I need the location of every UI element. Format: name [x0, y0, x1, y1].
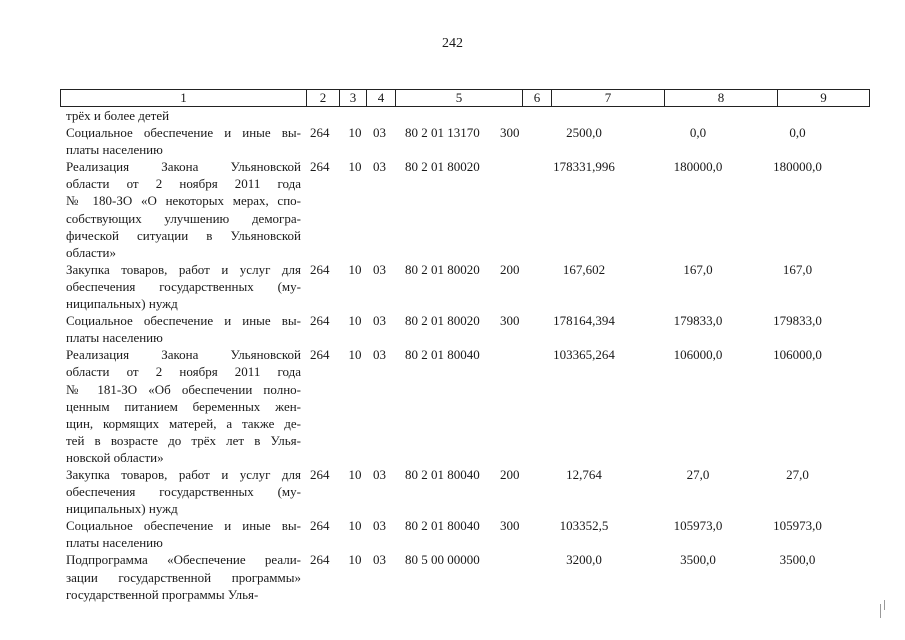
description-line: зации государственной программы»: [66, 569, 301, 585]
cell-col-4: 03: [373, 347, 386, 363]
cell-col-3: 10: [348, 347, 362, 363]
cell-col-3: 10: [348, 261, 362, 277]
description-line: Реализация Закона Ульяновской: [66, 347, 301, 363]
cell-col-3: 10: [348, 518, 362, 534]
table-row: [0, 261, 905, 312]
cell-col-3: 10: [348, 125, 362, 141]
cell-col-8: 27,0: [686, 466, 710, 482]
header-row: [61, 90, 870, 107]
cell-col-5: 80 2 01 80020: [405, 313, 480, 329]
row-description: [66, 312, 301, 346]
row-description: [66, 158, 301, 261]
description-line: фической ситуации в Ульяновской: [66, 227, 301, 243]
header-col-3: 3: [340, 90, 367, 107]
description-line: платы населению: [66, 142, 163, 158]
description-line: № 180-ЗО «О некоторых мерах, спо-: [66, 193, 301, 209]
cell-col-4: 03: [373, 159, 386, 175]
cell-col-8: 179833,0: [673, 313, 723, 329]
table-row: [0, 124, 905, 158]
cell-col-6: 200: [500, 466, 520, 482]
cell-col-9: 180000,0: [773, 159, 822, 175]
description-line: области от 2 ноября 2011 года: [66, 364, 301, 380]
row-description: [66, 551, 301, 602]
description-line: государственной программы Улья-: [66, 586, 259, 602]
cell-col-2: 264: [310, 552, 330, 568]
header-col-6: 6: [523, 90, 552, 107]
cell-col-7: 103352,5: [559, 518, 609, 534]
cell-col-2: 264: [310, 261, 330, 277]
description-line: Реализация Закона Ульяновской: [66, 159, 301, 175]
cell-col-5: 80 2 01 80020: [405, 261, 480, 277]
cell-col-9: 179833,0: [773, 313, 822, 329]
description-line: ниципальных) нужд: [66, 501, 178, 517]
cell-col-5: 80 2 01 80040: [405, 466, 480, 482]
cell-col-5: 80 2 01 80040: [405, 347, 480, 363]
cell-col-5: 80 2 01 80040: [405, 518, 480, 534]
cell-col-2: 264: [310, 125, 330, 141]
description-line: ценным питанием беременных жен-: [66, 398, 301, 414]
cell-col-6: 300: [500, 125, 520, 141]
description-line: области»: [66, 244, 116, 260]
cell-col-5: 80 2 01 80020: [405, 159, 480, 175]
cell-col-8: 3500,0: [680, 552, 716, 568]
cell-col-4: 03: [373, 261, 386, 277]
cell-col-5: 80 5 00 00000: [405, 552, 480, 568]
cell-col-3: 10: [348, 313, 362, 329]
table-row: [0, 551, 905, 602]
cell-col-8: 106000,0: [673, 347, 723, 363]
header-col-9: 9: [778, 90, 870, 107]
description-line: области от 2 ноября 2011 года: [66, 176, 301, 192]
cell-col-8: 180000,0: [673, 159, 723, 175]
header-col-4: 4: [367, 90, 396, 107]
cell-col-5: 80 2 01 13170: [405, 125, 480, 141]
description-line: Закупка товаров, работ и услуг для: [66, 261, 301, 277]
table-row: [0, 346, 905, 466]
cell-col-8: 167,0: [683, 261, 713, 277]
cell-col-4: 03: [373, 466, 386, 482]
description-line: трёх и более детей: [66, 108, 170, 123]
header-col-8: 8: [665, 90, 778, 107]
header-col-2: 2: [307, 90, 340, 107]
table-row: [0, 312, 905, 346]
cell-col-7: 103365,264: [553, 347, 615, 363]
budget-table-body: [0, 107, 905, 603]
table-row: [0, 517, 905, 551]
cell-col-2: 264: [310, 159, 330, 175]
header-col-5: 5: [396, 90, 523, 107]
header-col-1: 1: [61, 90, 307, 107]
cell-col-8: 0,0: [689, 125, 707, 141]
cell-col-3: 10: [348, 466, 362, 482]
cell-col-6: 200: [500, 261, 520, 277]
cell-col-2: 264: [310, 313, 330, 329]
description-line: обеспечения государственных (му-: [66, 484, 301, 500]
description-line: Подпрограмма «Обеспечение реали-: [66, 552, 301, 568]
scan-artifact: [880, 604, 881, 618]
description-line: Социальное обеспечение и иные вы-: [66, 518, 301, 534]
cell-col-7: 178164,394: [553, 313, 615, 329]
cell-col-9: 167,0: [782, 261, 813, 277]
cell-col-9: 105973,0: [773, 518, 822, 534]
description-line: платы населению: [66, 535, 163, 551]
row-description: [66, 517, 301, 551]
description-line: Социальное обеспечение и иные вы-: [66, 125, 301, 141]
row-description: [66, 466, 301, 517]
description-line: Закупка товаров, работ и услуг для: [66, 466, 301, 482]
cell-col-4: 03: [373, 313, 386, 329]
description-line: тей в возрасте до трёх лет в Улья-: [66, 432, 301, 448]
table-row: [0, 107, 905, 124]
column-header-table: [60, 89, 870, 107]
description-line: № 181-ЗО «Об обеспечении полно-: [66, 381, 301, 397]
cell-col-6: 300: [500, 313, 520, 329]
cell-col-9: 106000,0: [773, 347, 822, 363]
description-line: новской области»: [66, 449, 164, 465]
description-line: платы населению: [66, 330, 163, 346]
cell-col-3: 10: [348, 159, 362, 175]
cell-col-7: 2500,0: [566, 125, 602, 141]
cell-col-3: 10: [348, 552, 362, 568]
description-line: щин, кормящих матерей, а также де-: [66, 415, 301, 431]
description-line: собствующих улучшению демогра-: [66, 210, 301, 226]
description-line: обеспечения государственных (му-: [66, 278, 301, 294]
cell-col-8: 105973,0: [673, 518, 723, 534]
cell-col-2: 264: [310, 518, 330, 534]
cell-col-2: 264: [310, 347, 330, 363]
row-description: [66, 124, 301, 158]
cell-col-9: 3500,0: [779, 552, 816, 568]
row-description: [66, 107, 301, 124]
scan-artifact: [884, 600, 885, 610]
row-description: [66, 261, 301, 312]
row-description: [66, 346, 301, 466]
cell-col-4: 03: [373, 518, 386, 534]
cell-col-7: 3200,0: [566, 552, 602, 568]
page-number: 242: [442, 36, 463, 51]
description-line: Социальное обеспечение и иные вы-: [66, 313, 301, 329]
cell-col-4: 03: [373, 125, 386, 141]
cell-col-2: 264: [310, 466, 330, 482]
cell-col-7: 167,602: [562, 261, 606, 277]
cell-col-7: 178331,996: [553, 159, 615, 175]
cell-col-7: 12,764: [566, 466, 602, 482]
cell-col-9: 27,0: [786, 466, 809, 482]
table-row: [0, 466, 905, 517]
description-line: ниципальных) нужд: [66, 296, 178, 312]
header-col-7: 7: [552, 90, 665, 107]
table-row: [0, 158, 905, 261]
cell-col-6: 300: [500, 518, 520, 534]
cell-col-9: 0,0: [789, 125, 806, 141]
cell-col-4: 03: [373, 552, 386, 568]
